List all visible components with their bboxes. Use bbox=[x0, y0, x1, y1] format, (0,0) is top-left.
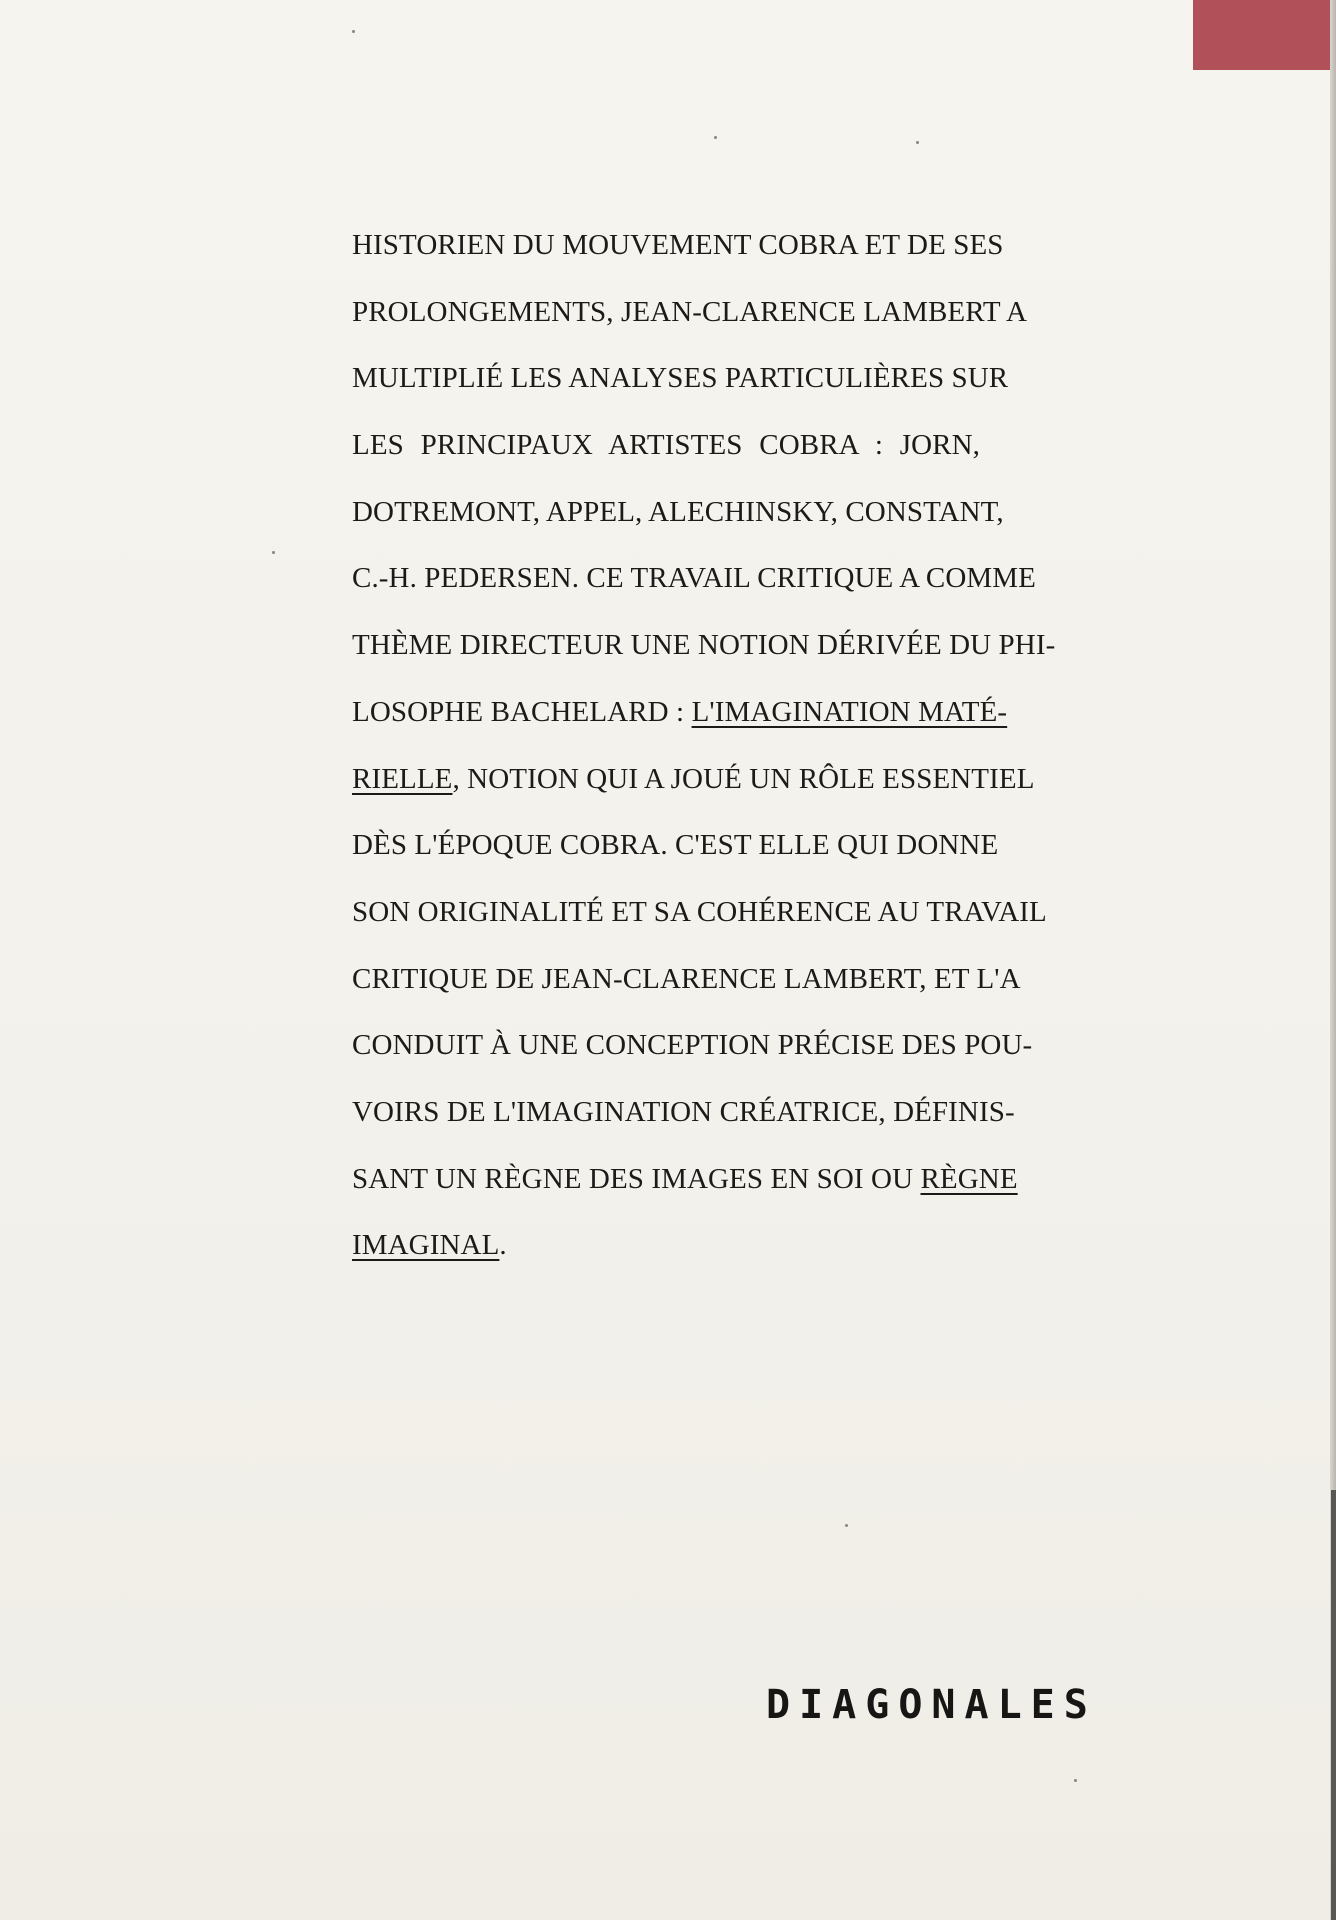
paper-speck bbox=[845, 1524, 848, 1527]
blurb-line: VOIRS DE L'IMAGINATION CRÉATRICE, DÉFINIS- bbox=[352, 1095, 1015, 1128]
blurb-line: DÈS L'ÉPOQUE COBRA. C'EST ELLE QUI DONNE bbox=[352, 829, 999, 862]
paper-speck bbox=[272, 551, 275, 554]
paper-speck bbox=[352, 30, 355, 33]
blurb-line bbox=[352, 679, 1008, 746]
blurb-line: MULTIPLIÉ LES ANALYSES PARTICULIÈRES SUR bbox=[352, 362, 1009, 395]
blurb-text: LOSOPHE BACHELARD : bbox=[352, 695, 692, 728]
blurb-text: , NOTION QUI A JOUÉ UN RÔLE ESSENTIEL bbox=[452, 762, 1035, 795]
blurb-line: SON ORIGINALITÉ ET SA COHÉRENCE AU TRAVAIL bbox=[352, 895, 1047, 928]
blurb-line: CONDUIT À UNE CONCEPTION PRÉCISE DES POU- bbox=[352, 1029, 1033, 1062]
blurb-line: DOTREMONT, APPEL, ALECHINSKY, CONSTANT, bbox=[352, 495, 1004, 528]
blurb-line: THÈME DIRECTEUR UNE NOTION DÉRIVÉE DU PHI- bbox=[352, 629, 1056, 662]
blurb-line: CRITIQUE DE JEAN-CLARENCE LAMBERT, ET L'A bbox=[352, 962, 1021, 995]
blurb-line: PROLONGEMENTS, JEAN-CLARENCE LAMBERT A bbox=[352, 295, 1027, 328]
underlined-term: IMAGINAL bbox=[352, 1229, 500, 1262]
underlined-term: RIELLE bbox=[352, 762, 453, 795]
blurb-line: C.-H. PEDERSEN. CE TRAVAIL CRITIQUE A COMME bbox=[352, 562, 1036, 595]
publisher-imprint: DIAGONALES bbox=[766, 1682, 1097, 1728]
paper-speck bbox=[1074, 1779, 1077, 1782]
paper-speck bbox=[916, 141, 919, 144]
blurb-text: SANT UN RÈGNE DES IMAGES EN SOI OU bbox=[352, 1162, 921, 1195]
back-cover-blurb bbox=[352, 212, 1056, 1279]
underlined-term: L'IMAGINATION MATÉ- bbox=[691, 695, 1008, 728]
blurb-line bbox=[352, 1212, 980, 1279]
red-corner-tab bbox=[1193, 0, 1330, 70]
spine-edge-shadow bbox=[1331, 1490, 1336, 1920]
blurb-text: . bbox=[499, 1229, 507, 1262]
paper-speck bbox=[714, 136, 717, 139]
blurb-line: HISTORIEN DU MOUVEMENT COBRA ET DE SES bbox=[352, 229, 1004, 261]
blurb-line bbox=[352, 746, 1035, 813]
underlined-term: RÈGNE bbox=[920, 1162, 1018, 1195]
blurb-line bbox=[352, 1146, 1018, 1213]
blurb-line: LES PRINCIPAUX ARTISTES COBRA : JORN, bbox=[352, 429, 980, 462]
